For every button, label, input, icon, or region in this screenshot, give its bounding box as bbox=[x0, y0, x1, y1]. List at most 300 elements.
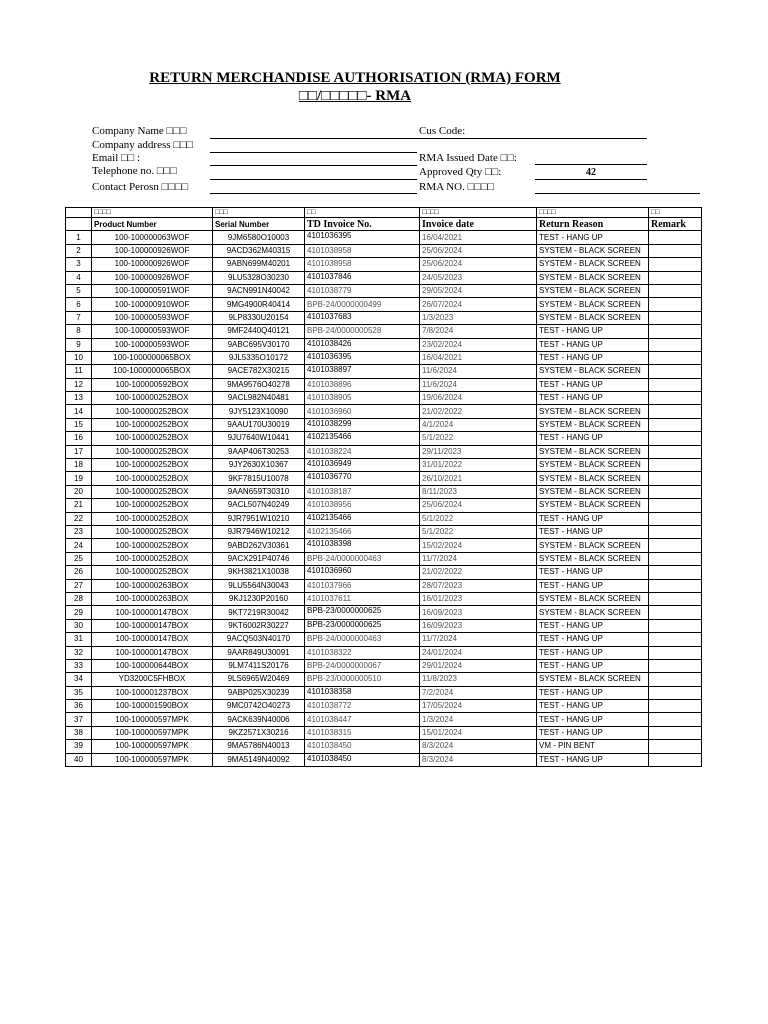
header-cn-index bbox=[66, 208, 92, 218]
invoice-no-cell: 4101036960 bbox=[305, 405, 420, 418]
serial-number-cell: 9LU5564N30043 bbox=[213, 579, 305, 592]
table-row bbox=[66, 686, 702, 699]
rma-items-table bbox=[65, 207, 702, 767]
product-number-cell: 100-100000593WOF bbox=[92, 338, 213, 351]
serial-number-cell: 9AAN659T30310 bbox=[213, 485, 305, 498]
serial-number-cell: 9JY5123X10090 bbox=[213, 405, 305, 418]
return-reason-cell: SYSTEM - BLACK SCREEN bbox=[537, 606, 649, 619]
table-row bbox=[66, 258, 702, 271]
row-index: 9 bbox=[66, 338, 92, 351]
invoice-no-cell: 4101036395 bbox=[305, 351, 420, 364]
product-number-cell: 100-100000252BOX bbox=[92, 485, 213, 498]
remark-cell bbox=[649, 740, 702, 753]
table-row bbox=[66, 485, 702, 498]
invoice-no-cell: 4101038450 bbox=[305, 740, 420, 753]
return-reason-cell: TEST - HANG UP bbox=[537, 512, 649, 525]
product-number-cell: 100-100000926WOF bbox=[92, 271, 213, 284]
serial-number-cell: 9ABC695V30170 bbox=[213, 338, 305, 351]
product-number-cell: 100-100000592BOX bbox=[92, 378, 213, 391]
invoice-date-cell: 7/8/2024 bbox=[420, 325, 537, 338]
telephone-field[interactable] bbox=[210, 179, 417, 180]
return-reason-cell: SYSTEM - BLACK SCREEN bbox=[537, 244, 649, 257]
row-index: 27 bbox=[66, 579, 92, 592]
return-reason-cell: TEST - HANG UP bbox=[537, 659, 649, 672]
invoice-no-cell: 4101038779 bbox=[305, 284, 420, 297]
remark-cell bbox=[649, 499, 702, 512]
product-number-cell: 100-100000252BOX bbox=[92, 499, 213, 512]
invoice-no-cell: 4101038956 bbox=[305, 499, 420, 512]
remark-cell bbox=[649, 673, 702, 686]
company-address-field[interactable] bbox=[210, 152, 417, 153]
remark-cell bbox=[649, 686, 702, 699]
product-number-cell: 100-100000147BOX bbox=[92, 606, 213, 619]
invoice-date-cell: 17/05/2024 bbox=[420, 700, 537, 713]
invoice-date-cell: 25/06/2024 bbox=[420, 244, 537, 257]
form-title-cn: □□/□□□□□- RMA bbox=[298, 88, 412, 104]
return-reason-cell: SYSTEM - BLACK SCREEN bbox=[537, 539, 649, 552]
table-row bbox=[66, 271, 702, 284]
product-number-cell: 100-100000591WOF bbox=[92, 284, 213, 297]
serial-number-cell: 9MC0742O40273 bbox=[213, 700, 305, 713]
row-index: 7 bbox=[66, 311, 92, 324]
return-reason-cell: SYSTEM - BLACK SCREEN bbox=[537, 552, 649, 565]
serial-number-cell: 9ABP025X30239 bbox=[213, 686, 305, 699]
table-row bbox=[66, 566, 702, 579]
serial-number-cell: 9ACD362M40315 bbox=[213, 244, 305, 257]
row-index: 15 bbox=[66, 418, 92, 431]
return-reason-cell: SYSTEM - BLACK SCREEN bbox=[537, 311, 649, 324]
divider-line bbox=[417, 138, 535, 139]
row-index: 5 bbox=[66, 284, 92, 297]
return-reason-cell: TEST - HANG UP bbox=[537, 633, 649, 646]
table-row bbox=[66, 499, 702, 512]
invoice-no-cell: BPB-24/0000000528 bbox=[305, 325, 420, 338]
serial-number-cell: 9JM6580O10003 bbox=[213, 231, 305, 244]
table-row bbox=[66, 418, 702, 431]
remark-cell bbox=[649, 512, 702, 525]
return-reason-cell: TEST - HANG UP bbox=[537, 700, 649, 713]
row-index: 26 bbox=[66, 566, 92, 579]
table-row bbox=[66, 284, 702, 297]
remark-cell bbox=[649, 298, 702, 311]
product-number-cell: 100-100000147BOX bbox=[92, 619, 213, 632]
row-index: 14 bbox=[66, 405, 92, 418]
table-row bbox=[66, 432, 702, 445]
header-remark: Remark bbox=[649, 218, 702, 231]
serial-number-cell: 9ACL982N40481 bbox=[213, 392, 305, 405]
table-row bbox=[66, 753, 702, 766]
remark-cell bbox=[649, 231, 702, 244]
return-reason-cell: TEST - HANG UP bbox=[537, 713, 649, 726]
remark-cell bbox=[649, 338, 702, 351]
product-number-cell: 100-100000597MPK bbox=[92, 713, 213, 726]
return-reason-cell: TEST - HANG UP bbox=[537, 231, 649, 244]
invoice-no-cell: 4101038187 bbox=[305, 485, 420, 498]
remark-cell bbox=[649, 325, 702, 338]
table-row bbox=[66, 298, 702, 311]
invoice-no-cell: 4101038398 bbox=[305, 539, 420, 552]
header-product-number: Product Number bbox=[92, 218, 213, 231]
header-cn-invoice-no: □□ bbox=[305, 208, 420, 218]
company-address-label: Company address □□□ bbox=[92, 139, 194, 151]
row-index: 33 bbox=[66, 659, 92, 672]
serial-number-cell: 9KF7815U10078 bbox=[213, 472, 305, 485]
table-row bbox=[66, 619, 702, 632]
invoice-no-cell: 4101036960 bbox=[305, 566, 420, 579]
remark-cell bbox=[649, 726, 702, 739]
remark-cell bbox=[649, 459, 702, 472]
remark-cell bbox=[649, 258, 702, 271]
remark-cell bbox=[649, 552, 702, 565]
product-number-cell: 100-100000926WOF bbox=[92, 258, 213, 271]
remark-cell bbox=[649, 633, 702, 646]
serial-number-cell: 9LS6965W20469 bbox=[213, 673, 305, 686]
invoice-date-cell: 31/01/2022 bbox=[420, 459, 537, 472]
invoice-no-cell: 4101038299 bbox=[305, 418, 420, 431]
product-number-cell: 100-100000644BOX bbox=[92, 659, 213, 672]
return-reason-cell: SYSTEM - BLACK SCREEN bbox=[537, 298, 649, 311]
return-reason-cell: SYSTEM - BLACK SCREEN bbox=[537, 365, 649, 378]
return-reason-cell: SYSTEM - BLACK SCREEN bbox=[537, 472, 649, 485]
serial-number-cell: 9ABD262V30361 bbox=[213, 539, 305, 552]
table-row bbox=[66, 539, 702, 552]
product-number-cell: 100-100000910WOF bbox=[92, 298, 213, 311]
remark-cell bbox=[649, 271, 702, 284]
product-number-cell: 100-100000926WOF bbox=[92, 244, 213, 257]
row-index: 38 bbox=[66, 726, 92, 739]
invoice-date-cell: 24/05/2023 bbox=[420, 271, 537, 284]
table-row bbox=[66, 231, 702, 244]
remark-cell bbox=[649, 619, 702, 632]
rma-issued-date-field[interactable] bbox=[535, 164, 647, 165]
product-number-cell: 100-100000263BOX bbox=[92, 592, 213, 605]
return-reason-cell: SYSTEM - BLACK SCREEN bbox=[537, 418, 649, 431]
table-row bbox=[66, 311, 702, 324]
return-reason-cell: SYSTEM - BLACK SCREEN bbox=[537, 284, 649, 297]
email-field[interactable] bbox=[210, 165, 417, 166]
remark-cell bbox=[649, 485, 702, 498]
header-return-reason: Return Reason bbox=[537, 218, 649, 231]
remark-cell bbox=[649, 311, 702, 324]
remark-cell bbox=[649, 392, 702, 405]
row-index: 23 bbox=[66, 525, 92, 538]
header-cn-return-reason: □□□□ bbox=[537, 208, 649, 218]
invoice-date-cell: 7/2/2024 bbox=[420, 686, 537, 699]
serial-number-cell: 9ABN699M40201 bbox=[213, 258, 305, 271]
row-index: 28 bbox=[66, 592, 92, 605]
product-number-cell: 100-100000063WOF bbox=[92, 231, 213, 244]
company-name-field[interactable] bbox=[210, 138, 417, 139]
row-index: 32 bbox=[66, 646, 92, 659]
invoice-no-cell: 4101037611 bbox=[305, 592, 420, 605]
return-reason-cell: SYSTEM - BLACK SCREEN bbox=[537, 673, 649, 686]
invoice-date-cell: 8/3/2024 bbox=[420, 753, 537, 766]
table-row bbox=[66, 633, 702, 646]
invoice-date-cell: 11/8/2023 bbox=[420, 673, 537, 686]
serial-number-cell: 9ACL507N40249 bbox=[213, 499, 305, 512]
return-reason-cell: TEST - HANG UP bbox=[537, 753, 649, 766]
serial-number-cell: 9JR7951W10210 bbox=[213, 512, 305, 525]
remark-cell bbox=[649, 378, 702, 391]
serial-number-cell: 9KT6002R30227 bbox=[213, 619, 305, 632]
invoice-date-cell: 16/04/2021 bbox=[420, 231, 537, 244]
remark-cell bbox=[649, 472, 702, 485]
table-row bbox=[66, 244, 702, 257]
remark-cell bbox=[649, 566, 702, 579]
remark-cell bbox=[649, 579, 702, 592]
header-cn-serial-number: □□□ bbox=[213, 208, 305, 218]
return-reason-cell: SYSTEM - BLACK SCREEN bbox=[537, 271, 649, 284]
remark-cell bbox=[649, 445, 702, 458]
invoice-no-cell: 4101036770 bbox=[305, 472, 420, 485]
table-row bbox=[66, 646, 702, 659]
remark-cell bbox=[649, 525, 702, 538]
remark-cell bbox=[649, 418, 702, 431]
product-number-cell: 100-100000252BOX bbox=[92, 405, 213, 418]
serial-number-cell: 9JL5335O10172 bbox=[213, 351, 305, 364]
serial-number-cell: 9AAR849U30091 bbox=[213, 646, 305, 659]
invoice-no-cell: 4101037846 bbox=[305, 271, 420, 284]
product-number-cell: 100-100000252BOX bbox=[92, 392, 213, 405]
serial-number-cell: 9ACQ503N40170 bbox=[213, 633, 305, 646]
invoice-no-cell: 4101038322 bbox=[305, 646, 420, 659]
invoice-date-cell: 15/02/2024 bbox=[420, 539, 537, 552]
invoice-date-cell: 21/02/2022 bbox=[420, 405, 537, 418]
row-index: 35 bbox=[66, 686, 92, 699]
invoice-date-cell: 8/3/2024 bbox=[420, 740, 537, 753]
header-invoice-date: Invoice date bbox=[420, 218, 537, 231]
row-index: 19 bbox=[66, 472, 92, 485]
row-index: 34 bbox=[66, 673, 92, 686]
table-row bbox=[66, 740, 702, 753]
product-number-cell: 100-1000000065BOX bbox=[92, 365, 213, 378]
serial-number-cell: 9LP8330U20154 bbox=[213, 311, 305, 324]
remark-cell bbox=[649, 713, 702, 726]
remark-cell bbox=[649, 244, 702, 257]
invoice-date-cell: 28/07/2023 bbox=[420, 579, 537, 592]
return-reason-cell: SYSTEM - BLACK SCREEN bbox=[537, 485, 649, 498]
return-reason-cell: TEST - HANG UP bbox=[537, 351, 649, 364]
invoice-date-cell: 1/3/2023 bbox=[420, 311, 537, 324]
table-row bbox=[66, 592, 702, 605]
remark-cell bbox=[649, 700, 702, 713]
remark-cell bbox=[649, 284, 702, 297]
row-index: 30 bbox=[66, 619, 92, 632]
form-title-en: RETURN MERCHANDISE AUTHORISATION (RMA) FORM bbox=[149, 70, 561, 86]
row-index: 2 bbox=[66, 244, 92, 257]
return-reason-cell: SYSTEM - BLACK SCREEN bbox=[537, 592, 649, 605]
table-row bbox=[66, 700, 702, 713]
row-index: 40 bbox=[66, 753, 92, 766]
serial-number-cell: 9MG4900R40414 bbox=[213, 298, 305, 311]
invoice-date-cell: 8/11/2023 bbox=[420, 485, 537, 498]
return-reason-cell: TEST - HANG UP bbox=[537, 392, 649, 405]
serial-number-cell: 9JR7946W10212 bbox=[213, 525, 305, 538]
invoice-no-cell: 4101038958 bbox=[305, 244, 420, 257]
serial-number-cell: 9JU7640W10441 bbox=[213, 432, 305, 445]
telephone-label: Telephone no. □□□ bbox=[92, 165, 177, 177]
product-number-cell: 100-100000252BOX bbox=[92, 472, 213, 485]
remark-cell bbox=[649, 405, 702, 418]
cus-code-field[interactable] bbox=[535, 138, 647, 139]
invoice-no-cell: 4101038426 bbox=[305, 338, 420, 351]
return-reason-cell: TEST - HANG UP bbox=[537, 579, 649, 592]
row-index: 16 bbox=[66, 432, 92, 445]
row-index: 22 bbox=[66, 512, 92, 525]
row-index: 31 bbox=[66, 633, 92, 646]
invoice-date-cell: 19/06/2024 bbox=[420, 392, 537, 405]
invoice-date-cell: 11/7/2024 bbox=[420, 633, 537, 646]
header-invoice-no: TD Invoice No. bbox=[305, 218, 420, 231]
row-index: 21 bbox=[66, 499, 92, 512]
row-index: 18 bbox=[66, 459, 92, 472]
serial-number-cell: 9MA5786N40013 bbox=[213, 740, 305, 753]
product-number-cell: 100-100000252BOX bbox=[92, 432, 213, 445]
remark-cell bbox=[649, 753, 702, 766]
invoice-no-cell: 4101038897 bbox=[305, 365, 420, 378]
row-index: 17 bbox=[66, 445, 92, 458]
row-index: 24 bbox=[66, 539, 92, 552]
company-name-label: Company Name □□□ bbox=[92, 125, 187, 137]
serial-number-cell: 9KH3821X10038 bbox=[213, 566, 305, 579]
table-row bbox=[66, 472, 702, 485]
return-reason-cell: TEST - HANG UP bbox=[537, 432, 649, 445]
invoice-date-cell: 25/06/2024 bbox=[420, 499, 537, 512]
row-index: 29 bbox=[66, 606, 92, 619]
remark-cell bbox=[649, 606, 702, 619]
rma-no-field[interactable] bbox=[535, 193, 700, 194]
invoice-date-cell: 21/02/2022 bbox=[420, 566, 537, 579]
row-index: 4 bbox=[66, 271, 92, 284]
invoice-no-cell: 4101036395 bbox=[305, 231, 420, 244]
cus-code-label: Cus Code: bbox=[419, 125, 466, 137]
serial-number-cell: 9JY2630X10367 bbox=[213, 459, 305, 472]
product-number-cell: 100-100000252BOX bbox=[92, 512, 213, 525]
serial-number-cell: 9KZ2571X30216 bbox=[213, 726, 305, 739]
invoice-date-cell: 23/02/2024 bbox=[420, 338, 537, 351]
remark-cell bbox=[649, 365, 702, 378]
return-reason-cell: SYSTEM - BLACK SCREEN bbox=[537, 499, 649, 512]
row-index: 11 bbox=[66, 365, 92, 378]
table-row bbox=[66, 445, 702, 458]
invoice-no-cell: BPB-24/0000000463 bbox=[305, 633, 420, 646]
serial-number-cell: 9KT7219R30042 bbox=[213, 606, 305, 619]
table-row bbox=[66, 525, 702, 538]
invoice-date-cell: 29/01/2024 bbox=[420, 659, 537, 672]
invoice-date-cell: 15/01/2024 bbox=[420, 726, 537, 739]
remark-cell bbox=[649, 432, 702, 445]
product-number-cell: 100-100000597MPK bbox=[92, 726, 213, 739]
table-row bbox=[66, 659, 702, 672]
row-index: 39 bbox=[66, 740, 92, 753]
table-row bbox=[66, 325, 702, 338]
header-serial-number: Serial Number bbox=[213, 218, 305, 231]
invoice-date-cell: 5/1/2022 bbox=[420, 525, 537, 538]
approved-qty-value[interactable]: 42 bbox=[586, 167, 596, 178]
serial-number-cell: 9AAP406T30253 bbox=[213, 445, 305, 458]
remark-cell bbox=[649, 539, 702, 552]
table-row bbox=[66, 713, 702, 726]
row-index: 36 bbox=[66, 700, 92, 713]
invoice-no-cell: 4101036949 bbox=[305, 459, 420, 472]
product-number-cell: 100-100000593WOF bbox=[92, 325, 213, 338]
invoice-date-cell: 16/01/2023 bbox=[420, 592, 537, 605]
invoice-date-cell: 16/04/2021 bbox=[420, 351, 537, 364]
row-index: 20 bbox=[66, 485, 92, 498]
invoice-no-cell: BPB-24/0000000067 bbox=[305, 659, 420, 672]
product-number-cell: 100-100001590BOX bbox=[92, 700, 213, 713]
rma-no-label: RMA NO. □□□□ bbox=[419, 181, 495, 193]
return-reason-cell: SYSTEM - BLACK SCREEN bbox=[537, 258, 649, 271]
invoice-no-cell: 4102135466 bbox=[305, 512, 420, 525]
invoice-no-cell: 4101038315 bbox=[305, 726, 420, 739]
row-index: 3 bbox=[66, 258, 92, 271]
header-index bbox=[66, 218, 92, 231]
invoice-no-cell: 4101038896 bbox=[305, 378, 420, 391]
table-row bbox=[66, 351, 702, 364]
return-reason-cell: TEST - HANG UP bbox=[537, 686, 649, 699]
product-number-cell: 100-100001237BOX bbox=[92, 686, 213, 699]
invoice-date-cell: 11/6/2024 bbox=[420, 378, 537, 391]
invoice-no-cell: BPB-23/0000000625 bbox=[305, 619, 420, 632]
return-reason-cell: TEST - HANG UP bbox=[537, 325, 649, 338]
invoice-no-cell: 4101038450 bbox=[305, 753, 420, 766]
row-index: 8 bbox=[66, 325, 92, 338]
invoice-date-cell: 16/09/2023 bbox=[420, 606, 537, 619]
remark-cell bbox=[649, 351, 702, 364]
invoice-date-cell: 5/1/2022 bbox=[420, 512, 537, 525]
row-index: 12 bbox=[66, 378, 92, 391]
header-cn-remark: □□ bbox=[649, 208, 702, 218]
invoice-date-cell: 25/06/2024 bbox=[420, 258, 537, 271]
contact-person-field[interactable] bbox=[210, 193, 417, 194]
return-reason-cell: TEST - HANG UP bbox=[537, 726, 649, 739]
product-number-cell: YD3200C5FHBOX bbox=[92, 673, 213, 686]
return-reason-cell: SYSTEM - BLACK SCREEN bbox=[537, 445, 649, 458]
header-cn-invoice-date: □□□□ bbox=[420, 208, 537, 218]
email-label: Email □□ : bbox=[92, 152, 141, 164]
product-number-cell: 100-100000252BOX bbox=[92, 539, 213, 552]
invoice-no-cell: 4101037966 bbox=[305, 579, 420, 592]
serial-number-cell: 9KJ1230P20160 bbox=[213, 592, 305, 605]
remark-cell bbox=[649, 646, 702, 659]
invoice-no-cell: BPB-24/0000000499 bbox=[305, 298, 420, 311]
invoice-no-cell: BPB-23/0000000510 bbox=[305, 673, 420, 686]
table-row bbox=[66, 378, 702, 391]
table-row bbox=[66, 512, 702, 525]
rma-issued-date-label: RMA Issued Date □□: bbox=[419, 152, 517, 164]
invoice-no-cell: 4101038905 bbox=[305, 392, 420, 405]
invoice-date-cell: 26/07/2024 bbox=[420, 298, 537, 311]
header-cn-product-number: □□□□ bbox=[92, 208, 213, 218]
remark-cell bbox=[649, 659, 702, 672]
return-reason-cell: TEST - HANG UP bbox=[537, 566, 649, 579]
invoice-no-cell: 4101038358 bbox=[305, 686, 420, 699]
row-index: 6 bbox=[66, 298, 92, 311]
product-number-cell: 100-1000000065BOX bbox=[92, 351, 213, 364]
row-index: 25 bbox=[66, 552, 92, 565]
product-number-cell: 100-100000593WOF bbox=[92, 311, 213, 324]
table-row bbox=[66, 405, 702, 418]
product-number-cell: 100-100000252BOX bbox=[92, 445, 213, 458]
table-row bbox=[66, 579, 702, 592]
return-reason-cell: TEST - HANG UP bbox=[537, 619, 649, 632]
invoice-date-cell: 29/11/2023 bbox=[420, 445, 537, 458]
serial-number-cell: 9ACE782X30215 bbox=[213, 365, 305, 378]
table-row bbox=[66, 552, 702, 565]
invoice-no-cell: BPB-23/0000000625 bbox=[305, 606, 420, 619]
product-number-cell: 100-100000252BOX bbox=[92, 525, 213, 538]
